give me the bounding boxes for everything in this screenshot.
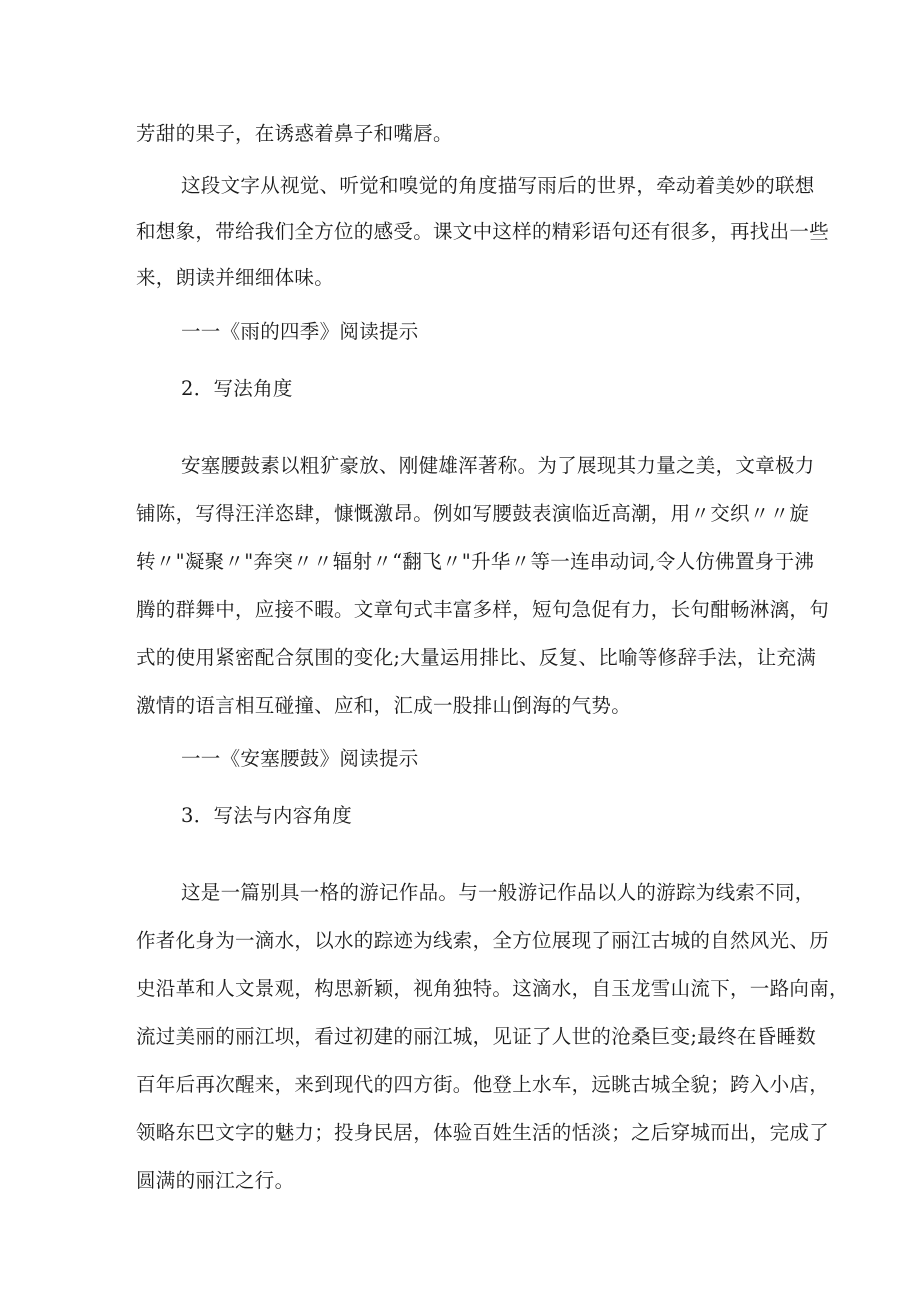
paragraph-3-line-5: 式的使用紧密配合氛围的变化;大量运用排比、反复、比喻等修辞手法，让充满 <box>136 646 817 669</box>
section-heading-2: 2．写法角度 <box>181 377 293 400</box>
paragraph-2-line-3: 来，朗读并细细体味。 <box>136 266 335 289</box>
paragraph-4-line-6: 领略东巴文字的魅力；投身民居，体验百姓生活的恬淡；之后穿城而出，完成了 <box>136 1121 830 1144</box>
paragraph-4-line-4: 流过美丽的丽江坝，看过初建的丽江城，见证了人世的沧桑巨变;最终在昏睡数 <box>136 1025 817 1048</box>
paragraph-3-line-6: 激情的语言相互碰撞、应和，汇成一股排山倒海的气势。 <box>136 694 632 717</box>
paragraph-4-line-3: 史沿革和人文景观，构思新颖，视角独特。这滴水，自玉龙雪山流下，一路向南， <box>136 977 849 1000</box>
paragraph-3-line-3: 转〃"凝聚〃"奔突〃〃辐射〃“翻飞〃"升华〃等一连串动词,令人仿佛置身于沸 <box>136 550 815 573</box>
paragraph-3-line-1: 安塞腰鼓素以粗犷豪放、刚健雄浑著称。为了展现其力量之美，文章极力 <box>181 454 815 477</box>
paragraph-3-line-4: 腾的群舞中，应接不暇。文章句式丰富多样，短句急促有力，长句酣畅淋漓，句 <box>136 598 830 621</box>
paragraph-4-line-1: 这是一篇别具一格的游记作品。与一般游记作品以人的游踪为线索不同， <box>181 881 815 904</box>
paragraph-4-line-2: 作者化身为一滴水，以水的踪迹为线索，全方位展现了丽江古城的自然风光、历 <box>136 929 830 952</box>
paragraph-3-line-2: 铺陈，写得汪洋恣肆，慷慨激昂。例如写腰鼓表演临近高潮，用〃交织〃〃旋 <box>136 502 810 525</box>
section-heading-3: 3．写法与内容角度 <box>181 804 353 827</box>
paragraph-4-line-7: 圆满的丽江之行。 <box>136 1169 295 1192</box>
paragraph-2-line-1: 这段文字从视觉、听觉和嗅觉的角度描写雨后的世界，牵动着美妙的联想 <box>181 174 815 197</box>
paragraph-2-line-2: 和想象，带给我们全方位的感受。课文中这样的精彩语句还有很多，再找出一些 <box>136 220 830 243</box>
source-attribution-2: 一一《安塞腰鼓》阅读提示 <box>181 747 419 770</box>
paragraph-4-line-5: 百年后再次醒来，来到现代的四方街。他登上水车，远眺古城全貌；跨入小店， <box>136 1073 830 1096</box>
paragraph-1-line-1: 芳甜的果子，在诱惑着鼻子和嘴唇。 <box>136 122 453 145</box>
source-attribution-1: 一一《雨的四季》阅读提示 <box>181 320 419 343</box>
